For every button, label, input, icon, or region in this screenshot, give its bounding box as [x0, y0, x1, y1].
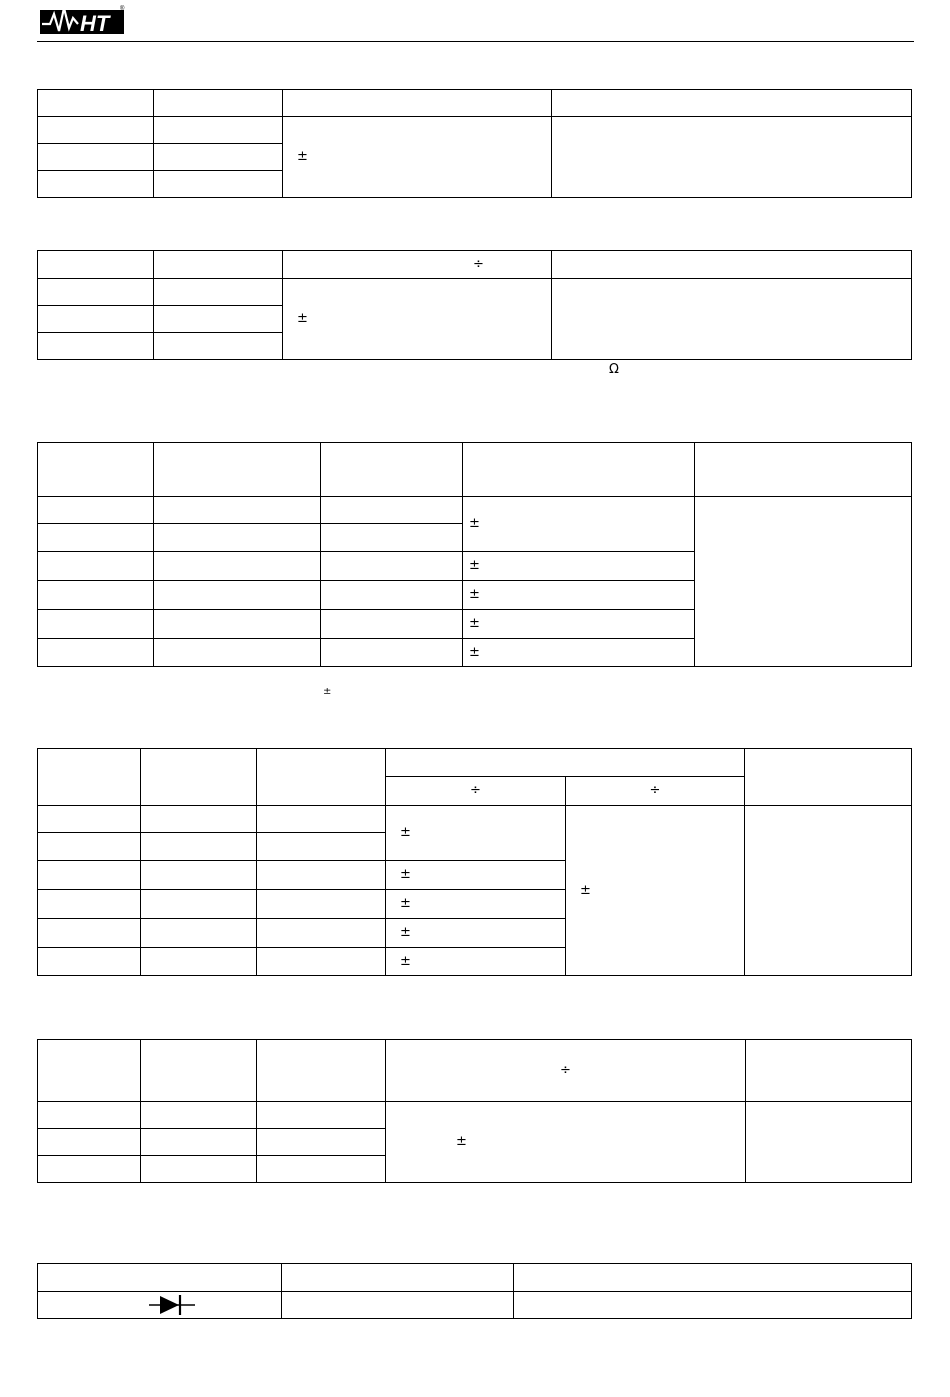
- table-cell: [38, 861, 141, 890]
- table-cell: [38, 1129, 141, 1156]
- table-header-cell: [283, 90, 552, 117]
- table-cell: [746, 1102, 912, 1183]
- table-cell: [154, 171, 283, 198]
- table-cell: [38, 279, 154, 306]
- table-cell: [38, 806, 141, 833]
- plus-minus-symbol: ±: [469, 558, 480, 573]
- table-header-cell: [257, 749, 386, 806]
- table-header-cell: [745, 749, 912, 806]
- header-rule: [37, 41, 914, 42]
- spec-table-5: [37, 1039, 912, 1183]
- table-cell: [321, 610, 463, 639]
- table-cell: [38, 524, 154, 552]
- divide-symbol: ÷: [560, 1062, 571, 1078]
- table-cell: [38, 581, 154, 610]
- spec-table-3: [37, 442, 912, 667]
- table-header-cell: [154, 251, 283, 279]
- table-cell: [321, 497, 463, 524]
- table-cell: [38, 919, 141, 948]
- table-cell: [154, 306, 283, 333]
- table-header-cell: [552, 251, 912, 279]
- table-cell: [141, 948, 257, 976]
- range-header-cell: [283, 251, 552, 279]
- table-cell: [38, 890, 141, 919]
- table-header-cell: [38, 90, 154, 117]
- table-cell: [154, 333, 283, 360]
- plus-minus-symbol: ±: [469, 587, 480, 602]
- table-cell: [38, 948, 141, 976]
- table-header-cell: [463, 443, 695, 497]
- table-cell: [38, 497, 154, 524]
- plus-minus-symbol: ±: [400, 896, 411, 911]
- table-header-cell: [38, 251, 154, 279]
- table-cell: [38, 639, 154, 667]
- table-cell: [257, 1129, 386, 1156]
- table-header-cell: [38, 749, 141, 806]
- table-cell: [141, 861, 257, 890]
- spec-table-2: [37, 250, 912, 360]
- table-cell: [257, 948, 386, 976]
- accuracy-cell: [283, 279, 552, 360]
- table-cell: [321, 552, 463, 581]
- table-cell: [321, 639, 463, 667]
- spec-table-4: [37, 748, 912, 976]
- accuracy-cell: [386, 1102, 746, 1183]
- table-cell: [141, 1156, 257, 1183]
- plus-minus-symbol: ±: [456, 1134, 467, 1149]
- diode-function-cell: [38, 1292, 282, 1319]
- ht-logo: [40, 4, 126, 35]
- accuracy-cell: [283, 117, 552, 198]
- table-header-cell: [282, 1264, 514, 1292]
- accuracy-cell: [386, 919, 566, 948]
- table-header-cell: [141, 1040, 257, 1102]
- table-cell: [257, 1156, 386, 1183]
- accuracy-cell: [463, 552, 695, 581]
- table-cell: [257, 919, 386, 948]
- plus-minus-symbol: ±: [297, 311, 308, 326]
- spec-table-6: [37, 1263, 912, 1319]
- plus-minus-symbol: ±: [580, 882, 591, 898]
- diode-icon: [149, 1294, 195, 1316]
- table-cell: [745, 806, 912, 976]
- accuracy-cell: [463, 639, 695, 667]
- table-cell: [552, 279, 912, 360]
- svg-text:®: ®: [120, 6, 125, 12]
- table-cell: [38, 306, 154, 333]
- table-cell: [154, 144, 283, 171]
- plus-minus-symbol: ±: [400, 925, 411, 940]
- table-cell: [38, 552, 154, 581]
- table-cell: [257, 1102, 386, 1129]
- table-header-cell: [552, 90, 912, 117]
- table-cell: [154, 279, 283, 306]
- plus-minus-symbol: ±: [469, 644, 480, 660]
- table-header-cell: [746, 1040, 912, 1102]
- plus-minus-note: ±: [323, 686, 332, 697]
- plus-minus-symbol: ±: [400, 825, 411, 840]
- divide-symbol: ÷: [473, 256, 484, 272]
- table-cell: [38, 833, 141, 861]
- table-cell: [321, 524, 463, 552]
- table-header-cell: [695, 443, 912, 497]
- table-cell: [321, 581, 463, 610]
- plus-minus-symbol: ±: [297, 149, 308, 164]
- ohm-note: Ω: [609, 362, 619, 377]
- table-cell: [38, 610, 154, 639]
- table-cell: [257, 861, 386, 890]
- accuracy-cell: [463, 610, 695, 639]
- table-cell: [141, 1129, 257, 1156]
- table-cell: [154, 581, 321, 610]
- accuracy-cell: [386, 861, 566, 890]
- table-cell: [141, 806, 257, 833]
- table-header-cell: [141, 749, 257, 806]
- plus-minus-symbol: ±: [469, 616, 480, 631]
- divide-symbol: ÷: [649, 783, 661, 798]
- table-cell: [154, 610, 321, 639]
- table-cell: [38, 333, 154, 360]
- accuracy-cell: [386, 890, 566, 919]
- table-cell: [141, 919, 257, 948]
- table-cell: [38, 171, 154, 198]
- table-header-cell: [386, 749, 745, 777]
- divide-symbol: ÷: [470, 783, 481, 798]
- range-header-cell: [566, 777, 745, 806]
- plus-minus-symbol: ±: [400, 953, 411, 969]
- table-header-cell: [321, 443, 463, 497]
- accuracy-cell: [463, 581, 695, 610]
- accuracy-cell: [386, 806, 566, 861]
- table-cell: [154, 552, 321, 581]
- table-cell: [282, 1292, 514, 1319]
- table-header-cell: [514, 1264, 912, 1292]
- table-cell: [257, 890, 386, 919]
- table-header-cell: [38, 1264, 282, 1292]
- accuracy-cell: [566, 806, 745, 976]
- table-cell: [552, 117, 912, 198]
- table-cell: [695, 497, 912, 667]
- table-cell: [141, 890, 257, 919]
- table-cell: [141, 833, 257, 861]
- accuracy-cell: [386, 948, 566, 976]
- table-header-cell: [38, 443, 154, 497]
- table-cell: [154, 524, 321, 552]
- table-cell: [38, 1156, 141, 1183]
- table-cell: [154, 639, 321, 667]
- range-header-cell: [386, 777, 566, 806]
- table-header-cell: [38, 1040, 141, 1102]
- accuracy-cell: [463, 497, 695, 552]
- table-cell: [257, 833, 386, 861]
- range-header-cell: [386, 1040, 746, 1102]
- table-cell: [154, 497, 321, 524]
- plus-minus-symbol: ±: [469, 516, 480, 531]
- table-header-cell: [154, 90, 283, 117]
- table-cell: [38, 1102, 141, 1129]
- table-cell: [257, 806, 386, 833]
- table-cell: [38, 144, 154, 171]
- table-cell: [141, 1102, 257, 1129]
- table-cell: [154, 117, 283, 144]
- plus-minus-symbol: ±: [400, 867, 411, 882]
- spec-table-1: [37, 89, 912, 198]
- table-cell: [38, 117, 154, 144]
- svg-text:HT: HT: [80, 11, 110, 35]
- table-cell: [514, 1292, 912, 1319]
- table-header-cell: [257, 1040, 386, 1102]
- table-header-cell: [154, 443, 321, 497]
